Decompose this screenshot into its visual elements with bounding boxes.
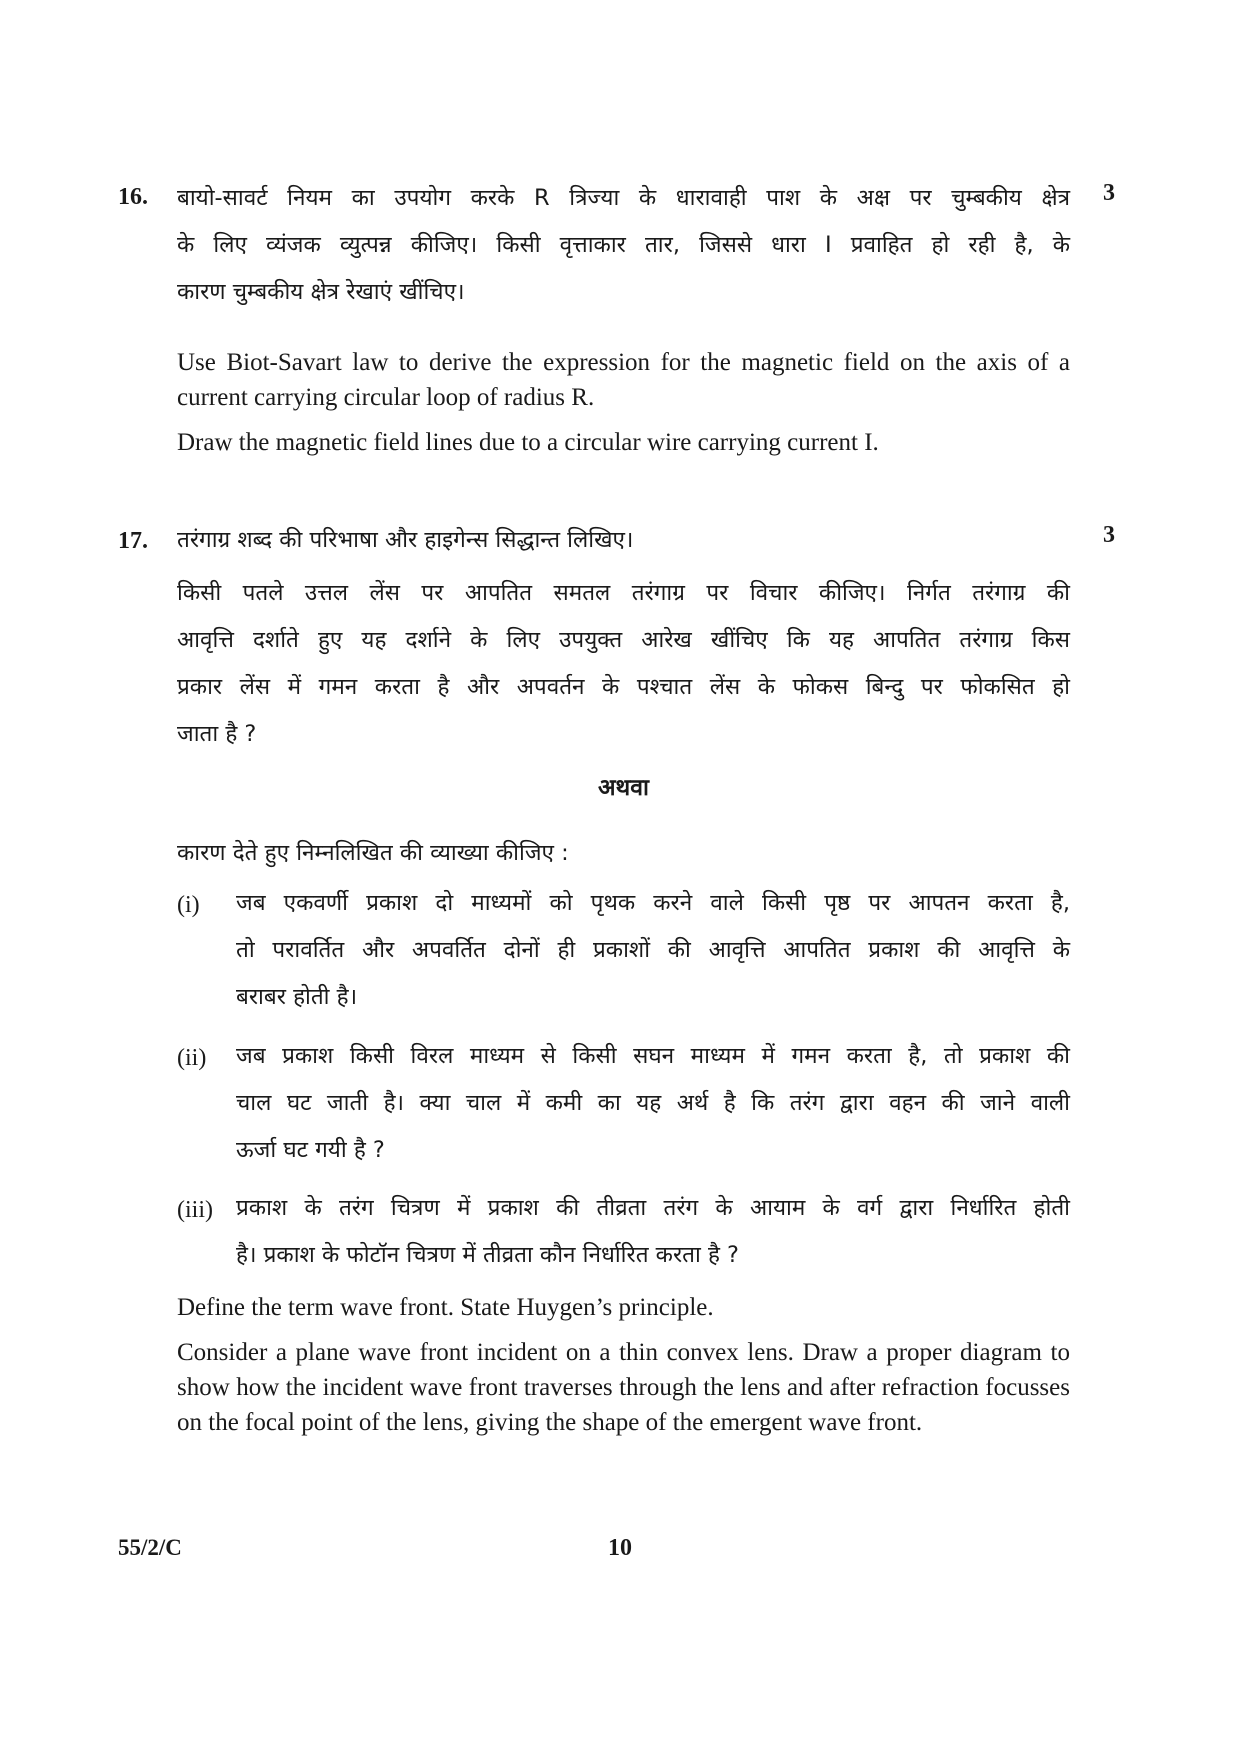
question-number: 16. [118,184,148,210]
item-text: जब एकवर्णी प्रकाश दो माध्यमों को पृथक करने वाले किसी पृष्ठ पर आपतन करता है, तो परावर्तित और अपवर्तित दोनों ही प्रकाशों की आवृत्ति आपतित प्रकाश की आवृत्ति के बराबर होती है। [236,890,1070,1010]
item-label: (iii) [177,1197,213,1223]
page-number: 10 [608,1535,632,1561]
question-english-text-2: Draw the magnetic field lines due to a circular wire carrying current I. [177,429,879,456]
paper-code: 55/2/C [118,1535,182,1560]
item-text: प्रकाश के तरंग चित्रण में प्रकाश की तीव्रता तरंग के आयाम के वर्ग द्वारा निर्धारित होती है। प्रकाश के फोटॉन चित्रण में तीव्रता कौन निर्धारित करता है ? [236,1195,1070,1268]
question-marks: 3 [1103,180,1115,206]
question-number: 17. [118,528,148,554]
question-english-text-2: Consider a plane wave front incident on a thin convex lens. Draw a proper diagram to show how the incident wave front traverses through the lens and after refraction focusses on the focal point of the lens, giving the shape of the emergent wave front. [177,1339,1070,1436]
question-english-text: Define the term wave front. State Huygen’s principle. [177,1294,714,1321]
question-hindi-paragraph: किसी पतले उत्तल लेंस पर आपतित समतल तरंगाग्र पर विचार कीजिए। निर्गत तरंगाग्र की आवृत्ति दर्शाते हुए यह दर्शाने के लिए उपयुक्त आरेख खींचिए कि यह आपतित तरंगाग्र किस प्रकार लेंस में गमन करता है और अपवर्तन के पश्चात लेंस के फोकस बिन्दु पर फोकसित हो जाता है ? [177,580,1070,747]
question-marks: 3 [1103,522,1115,548]
question-hindi-text: बायो-सावर्ट नियम का उपयोग करके R त्रिज्या के धारावाही पाश के अक्ष पर चुम्बकीय क्षेत्र के लिए व्यंजक व्युत्पन्न कीजिए। किसी वृत्ताकार तार, जिससे धारा I प्रवाहित हो रही है, के कारण चुम्बकीय क्षेत्र रेखाएं खींचिए। [177,185,1070,305]
question-hindi-intro: कारण देते हुए निम्नलिखित की व्याख्या कीजिए : [177,840,569,866]
question-english-text: Use Biot-Savart law to derive the expression for the magnetic field on the axis of a current carrying circular loop of radius R. [177,349,1070,411]
item-text: जब प्रकाश किसी विरल माध्यम से किसी सघन माध्यम में गमन करता है, तो प्रकाश की चाल घट जाती है। क्या चाल में कमी का यह अर्थ है कि तरंग द्वारा वहन की जाने वाली ऊर्जा घट गयी है ? [236,1043,1070,1163]
item-label: (ii) [177,1045,207,1071]
question-hindi-heading: तरंगाग्र शब्द की परिभाषा और हाइगेन्स सिद्धान्त लिखिए। [177,527,634,553]
item-label: (i) [177,892,200,918]
or-label: अथवा [597,775,649,801]
